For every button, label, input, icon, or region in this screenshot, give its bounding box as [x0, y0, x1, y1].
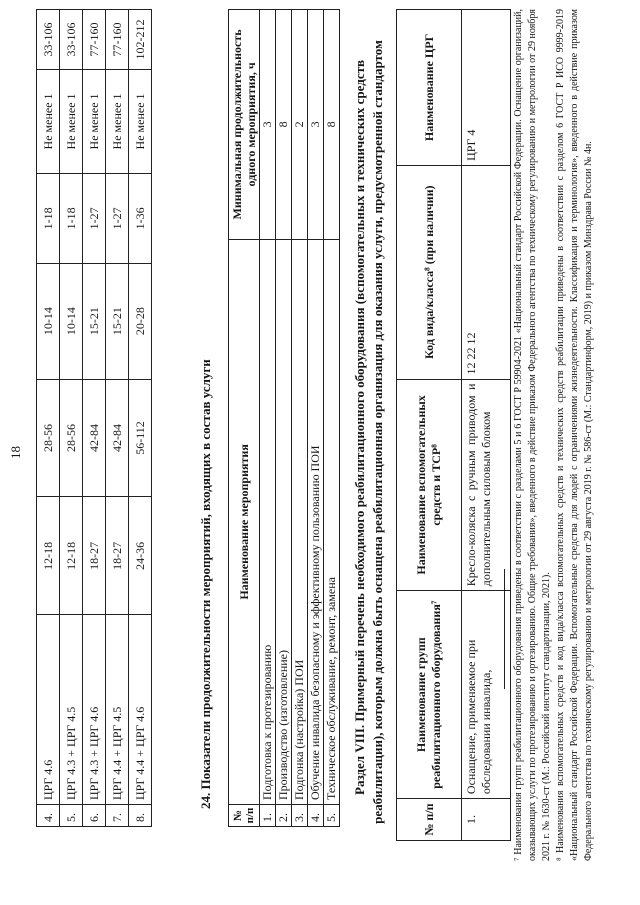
- column-header: Минимальная продолжительность одного мероприятия, ч: [229, 10, 260, 240]
- column-header: Наименование ЦРГ: [397, 10, 462, 166]
- equipment-table: [396, 9, 511, 841]
- page-number: 18: [8, 446, 23, 459]
- table-header-row: [229, 10, 260, 827]
- column-header: Наименование мероприятия: [229, 239, 260, 804]
- activities-duration-table: [228, 9, 340, 827]
- column-header: № п/п: [397, 799, 462, 841]
- table-row: 1. Оснащение, применяемое при обследовании инвалида, Кресло-коляска с ручным приводом и дополнительным силовым блоком 12 22 12 ЦРГ 4: [462, 10, 511, 841]
- table-row: 7. ЦРГ 4.4 + ЦРГ 4.5 18-27 42-84 15-21 1-27 Не менее 1 77-160: [106, 10, 129, 827]
- section-8-title: Раздел VIII. Примерный перечень необходимого реабилитационного оборудования (вспомогательных и технических средств: [352, 59, 367, 795]
- section-24-heading: 24. Показатели продолжительности мероприятий, входящих в состав услуги: [198, 359, 213, 809]
- table-header-row: [397, 10, 462, 841]
- column-header: № п/п: [229, 805, 260, 827]
- footnotes: [512, 9, 596, 861]
- table-row: 5. ЦРГ 4.3 + ЦРГ 4.5 12-18 28-56 10-14 1-18 Не менее 1 33-106: [60, 10, 83, 827]
- table-row: 4. Обучение инвалида безопасному и эффективному пользованию ПОИ 3: [308, 10, 324, 827]
- column-header: Код вида/класса⁸ (при наличии): [397, 165, 462, 379]
- section-8-text: реабилитации), которым должна быть оснащена реабилитационная организация для оказания услуги, предусмотренной стандартом: [370, 40, 385, 824]
- footnote-8: ⁸ Наименования вспомогательных средств и код вида/класса вспомогательных средств и технических средств реабилитации приведены в соответствии с разделом 6 ГОСТ Р ИСО 9999-2019 «Национальный стандарт Российской Федерации. Вспомогательные средства для людей с ограничениями жизнедеятельности. Классификация и терминология», введенного в действие приказом Федерального агентства по техническому регулированию и метрологии от 29 августа 2019 г. № 586-ст (М.: Стандартинформ, 2019) и приказом Минздрава России № 4н.: [555, 9, 594, 861]
- table-row: 3. Подгонка (настройка) ПОИ 2: [292, 10, 308, 827]
- column-header: Наименование вспомогательных средств и ТСР⁸: [397, 379, 462, 591]
- table-row: 6. ЦРГ 4.3 + ЦРГ 4.6 18-27 42-84 15-21 1-27 Не менее 1 77-160: [83, 10, 106, 827]
- table-row: 1. Подготовка к протезированию 3: [260, 10, 276, 827]
- table-row: 4. ЦРГ 4.6 12-18 28-56 10-14 1-18 Не менее 1 33-106: [37, 10, 60, 827]
- column-header: Наименование групп реабилитационного оборудования⁷: [397, 591, 462, 799]
- footnote-7: ⁷ Наименования групп реабилитационного оборудования приведены в соответствии с разделами 5 и 6 ГОСТ Р 59904-2021 «Национальный стандарт Российской Федерации. Оснащение организаций, оказывающих услуги по протезированию и ортезированию. Общие требования», введенного в действие приказом Федерального агентства по техническому регулированию и метрологии от 29 ноября 2021 г. № 1630-ст (М.: Российский институт стандартизации, 2021).: [513, 9, 552, 861]
- table-row: 8. ЦРГ 4.4 + ЦРГ 4.6 24-36 56-112 20-28 1-36 Не менее 1 102-212: [129, 10, 152, 827]
- table-row: 5. Техническое обслуживание, ремонт, замена 8: [324, 10, 340, 827]
- footnote-divider: [504, 569, 505, 689]
- table-row: 2. Производство (изготовление) 8: [276, 10, 292, 827]
- rehab-groups-table: [36, 9, 152, 827]
